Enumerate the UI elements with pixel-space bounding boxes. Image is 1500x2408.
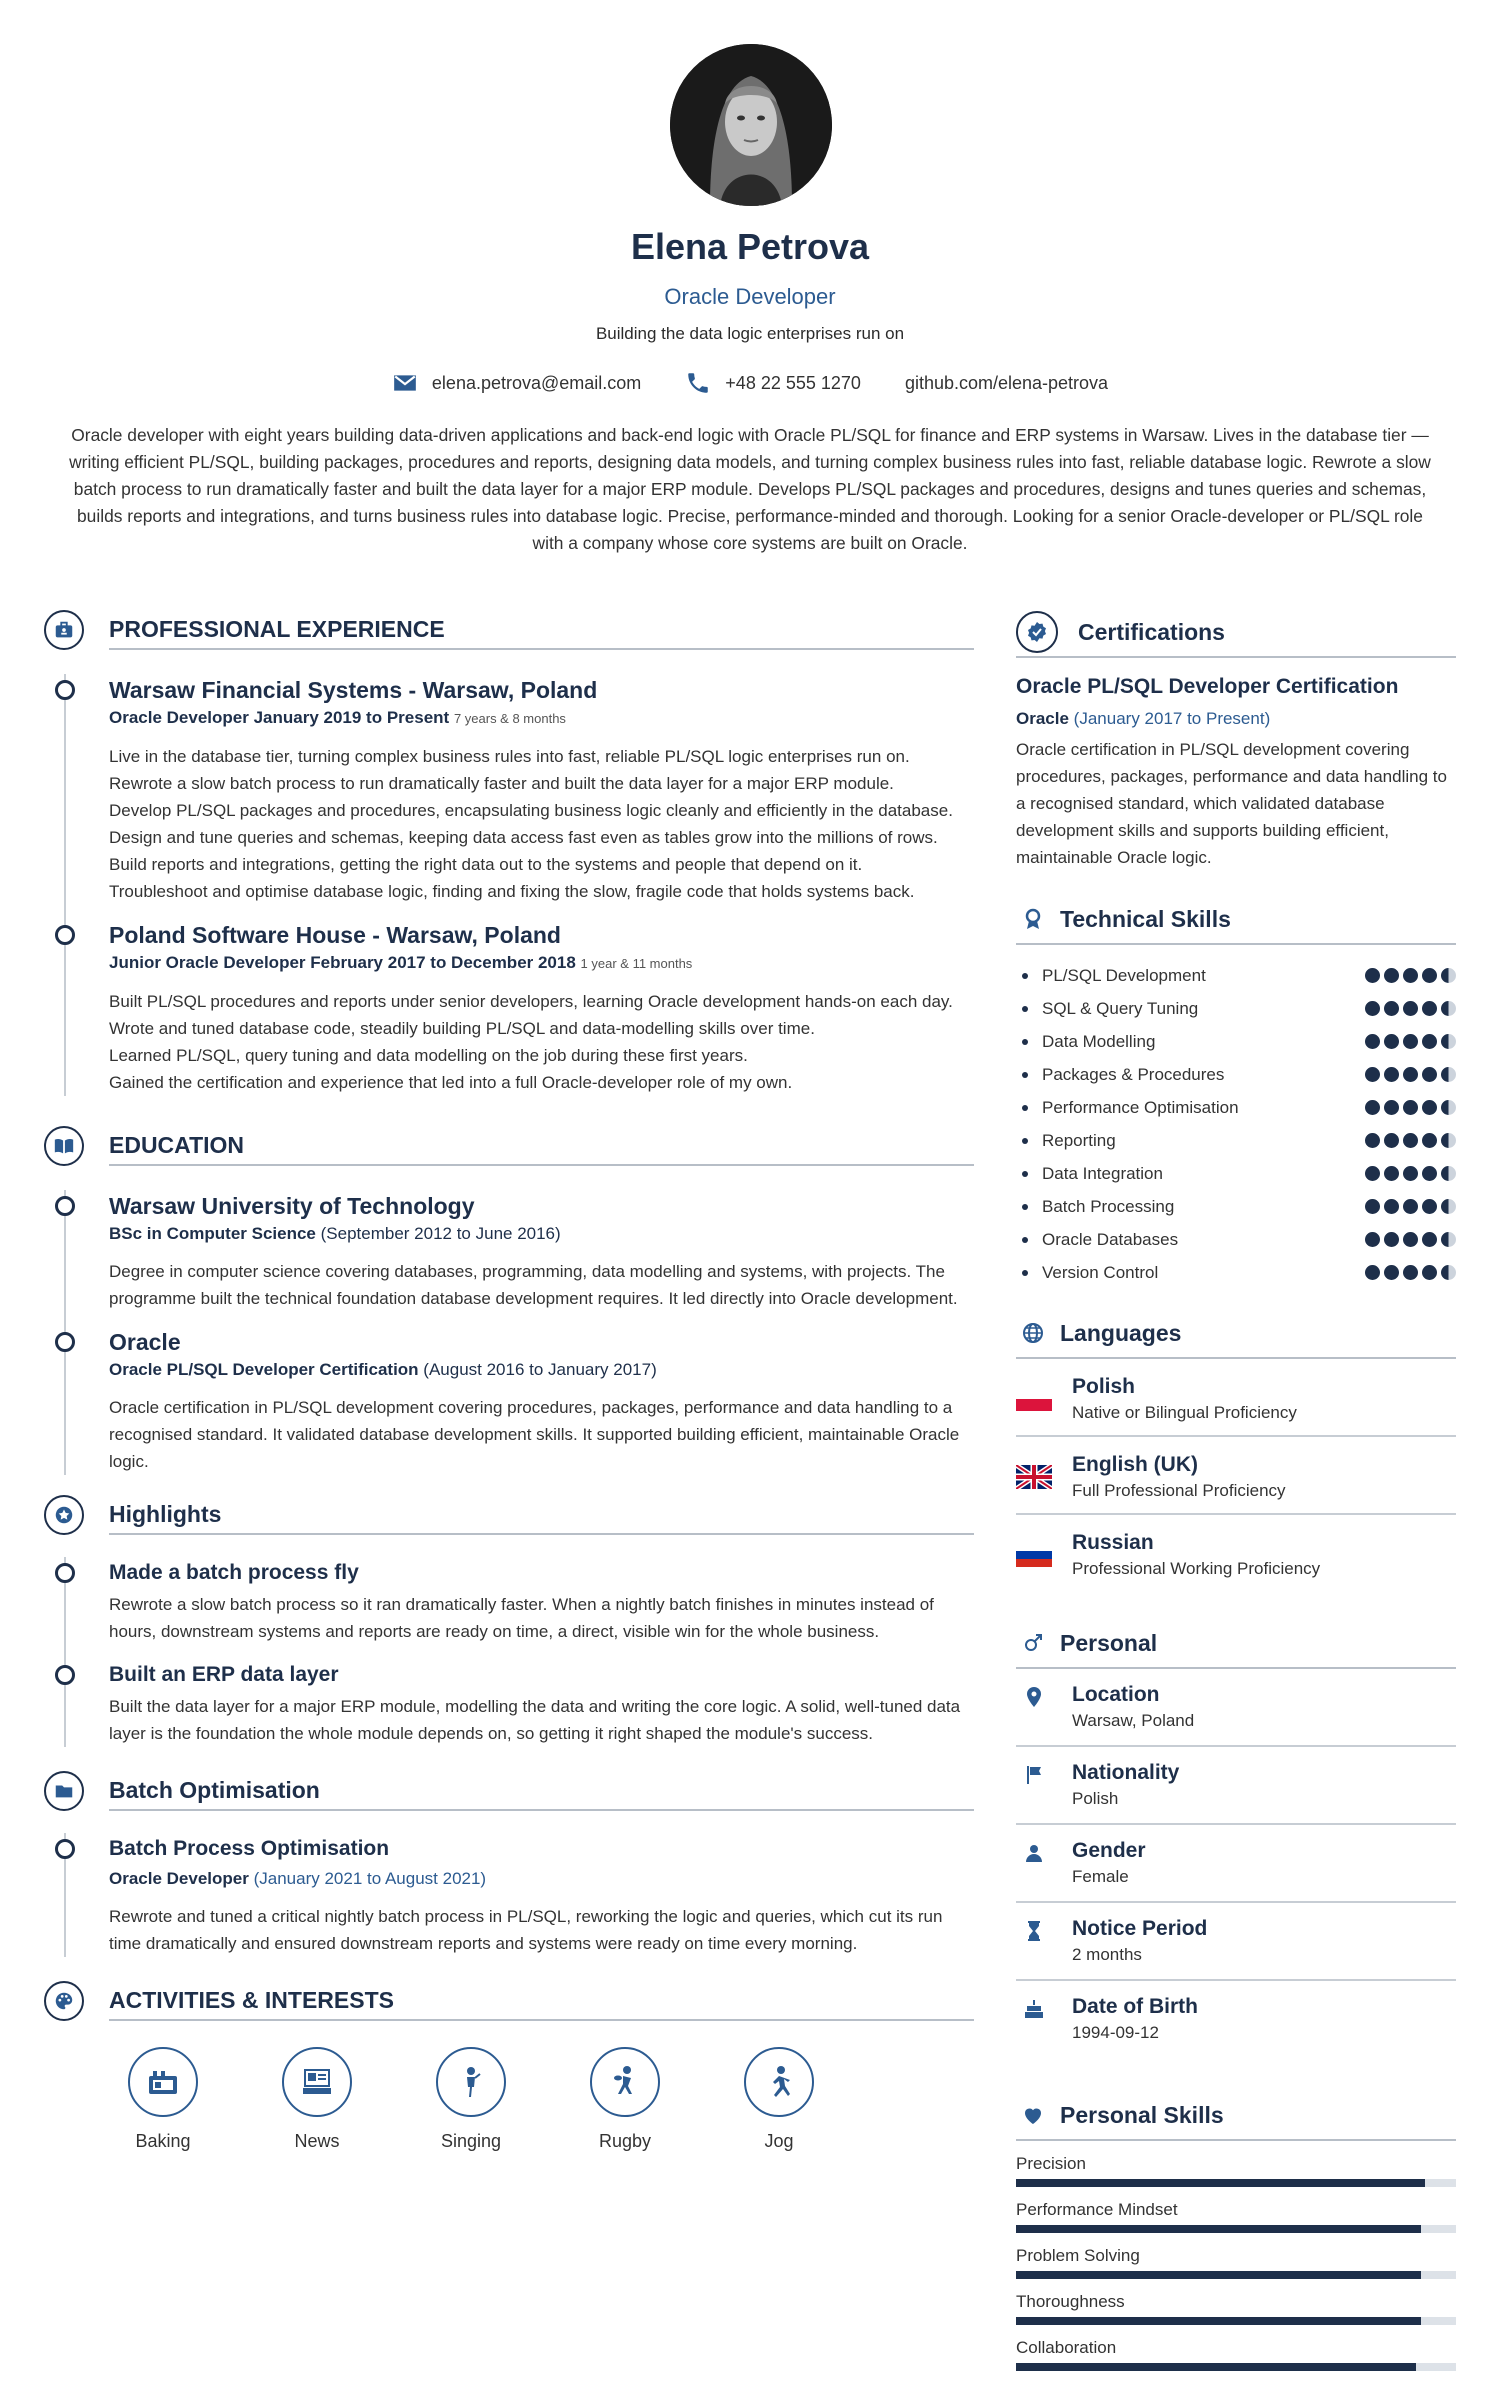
personal-item	[1016, 1903, 1456, 1981]
timeline-dot	[55, 1196, 75, 1216]
skill-level-fill	[1016, 2225, 1421, 2233]
bullet-icon	[1022, 1039, 1028, 1045]
rating-dot	[1422, 1133, 1437, 1148]
uk-flag-icon	[1016, 1465, 1052, 1489]
right-column	[1016, 610, 1456, 2371]
candidate-role: Oracle Developer	[664, 284, 836, 309]
highlight-entry	[109, 1557, 974, 1645]
highlight-title: Made a batch process fly	[109, 1561, 359, 1584]
technical-skill-item	[1016, 1157, 1456, 1190]
personal-skill-name: Performance Mindset	[1016, 2200, 1178, 2219]
rating-dot	[1384, 1265, 1399, 1280]
project-dates: (January 2021 to August 2021)	[253, 1869, 487, 1888]
personal-section-header	[1016, 1621, 1456, 1665]
job-bullet: Rewrote a slow batch process to run dramatically faster and built the data layer for a major ERP module.	[109, 774, 894, 793]
rating-dot	[1422, 1232, 1437, 1247]
personal-skills-section-header	[1016, 2093, 1456, 2137]
rating-dot	[1422, 1034, 1437, 1049]
rating-dot	[1403, 1100, 1418, 1115]
project-meta	[109, 1867, 974, 1891]
job-entry	[109, 919, 974, 1096]
rating-dot	[1403, 1067, 1418, 1082]
highlight-description: Rewrote a slow batch process so it ran dramatically faster. When a nightly batch finishes in minutes instead of hours, downstream systems and reports are ready on time, a direct, visible win for the whole business.	[109, 1595, 934, 1641]
section-divider	[109, 1809, 974, 1811]
technical-skills-section-header	[1016, 897, 1456, 941]
rating-dot	[1365, 1100, 1380, 1115]
school-name: Warsaw University of Technology	[109, 1193, 475, 1219]
personal-label: Date of Birth	[1072, 1995, 1198, 2018]
rating-dot	[1403, 1133, 1418, 1148]
job-bullet: Troubleshoot and optimise database logic, finding and fixing the slow, fragile code that holds systems back.	[109, 882, 915, 901]
section-title: Highlights	[109, 1501, 222, 1527]
personal-skill-item	[1016, 2199, 1456, 2233]
job-entry	[109, 674, 974, 905]
skill-rating	[1365, 1034, 1456, 1049]
email-icon	[392, 370, 418, 396]
rating-dot	[1441, 1232, 1456, 1247]
rating-dot	[1441, 1199, 1456, 1214]
rating-dot	[1441, 1067, 1456, 1082]
profile-summary: Oracle developer with eight years building data-driven applications and back-end logic with Oracle PL/SQL for finance and ERP systems in Warsaw. Lives in the database tier — writing efficient PL/SQL, building packages, procedures and reports, designing data models, and turning complex business rules into fast, reliable database logic. Rewrote a slow batch process to run dramatically faster and built the data layer for a major ERP module. Develops PL/SQL packages and procedures, designs and tunes queries and schemas, builds reports and integrations, and turns business rules into database logic. Precise, performance-minded and thorough. Looking for a senior Oracle-developer or PL/SQL role with a company whose core systems are built on Oracle.	[69, 425, 1431, 553]
section-divider	[109, 1533, 974, 1535]
personal-value: Warsaw, Poland	[1072, 1711, 1195, 1730]
folder-icon	[44, 1771, 84, 1811]
project-role: Oracle Developer	[109, 1869, 249, 1888]
github-contact[interactable]	[905, 373, 1108, 394]
skill-rating	[1365, 968, 1456, 983]
education-description: Degree in computer science covering databases, programming, data modelling and systems, with projects. The programme built the technical foundation database development requires. It led directly into Oracle development.	[109, 1262, 958, 1308]
bullet-icon	[1022, 1204, 1028, 1210]
rating-dot	[1403, 1166, 1418, 1181]
timeline-dot	[55, 1665, 75, 1685]
skill-rating	[1365, 1199, 1456, 1214]
bullet-icon	[1022, 1006, 1028, 1012]
language-name: English (UK)	[1072, 1453, 1198, 1476]
rating-dot	[1403, 1265, 1418, 1280]
skill-level-fill	[1016, 2271, 1421, 2279]
section-title: Certifications	[1078, 618, 1225, 645]
github-text: github.com/elena-petrova	[904, 372, 1109, 393]
activities-section-header	[44, 1981, 974, 2023]
section-divider	[1016, 943, 1456, 945]
education-entry	[109, 1190, 974, 1312]
rating-dot	[1422, 1100, 1437, 1115]
rating-dot	[1365, 1199, 1380, 1214]
personal-value: Polish	[1072, 1789, 1119, 1808]
bullet-icon	[1022, 1237, 1028, 1243]
timeline-dot	[55, 925, 75, 945]
person-icon	[1016, 1841, 1052, 1865]
job-role: Junior Oracle Developer	[109, 953, 306, 972]
male-symbol-icon	[1016, 1626, 1050, 1660]
language-level: Professional Working Proficiency	[1072, 1559, 1321, 1578]
technical-skill-item	[1016, 992, 1456, 1025]
activity-item	[86, 2047, 240, 2152]
language-level: Native or Bilingual Proficiency	[1072, 1403, 1297, 1422]
skill-rating	[1365, 1166, 1456, 1181]
skill-rating	[1365, 1067, 1456, 1082]
personal-label: Location	[1072, 1683, 1160, 1706]
personal-item	[1016, 1825, 1456, 1903]
skill-level-bar	[1016, 2225, 1456, 2233]
job-bullet: Gained the certification and experience that led into a full Oracle-developer role of my own.	[109, 1073, 793, 1092]
activity-label: Jog	[764, 2131, 794, 2151]
job-bullet: Wrote and tuned database code, steadily building PL/SQL and data-modelling skills over time.	[109, 1019, 815, 1038]
contact-bar	[0, 370, 1500, 396]
personal-skills-list	[1016, 2153, 1456, 2371]
personal-value: Female	[1072, 1867, 1129, 1886]
job-meta	[109, 706, 974, 731]
star-badge-icon	[44, 1495, 84, 1535]
personal-skill-name: Thoroughness	[1016, 2292, 1125, 2311]
rating-dot	[1441, 1100, 1456, 1115]
skill-rating	[1365, 1001, 1456, 1016]
degree-dates: (September 2012 to June 2016)	[320, 1224, 561, 1243]
globe-icon	[1016, 1316, 1050, 1350]
job-bullet: Develop PL/SQL packages and procedures, encapsulating business logic cleanly and efficiently in the database.	[109, 801, 953, 820]
left-column	[44, 610, 974, 2152]
flag-icon	[1016, 1763, 1052, 1787]
timeline-dot	[55, 680, 75, 700]
certification-meta	[1016, 706, 1456, 732]
certification-issuer: Oracle	[1016, 709, 1069, 728]
rating-dot	[1384, 1166, 1399, 1181]
profile-photo	[670, 44, 832, 206]
rating-dot	[1422, 1166, 1437, 1181]
job-bullet: Live in the database tier, turning complex business rules into fast, reliable PL/SQL logic enterprises run on.	[109, 747, 910, 766]
certification-dates: (January 2017 to Present)	[1073, 709, 1271, 728]
skill-level-bar	[1016, 2179, 1456, 2187]
technical-skill-name: Batch Processing	[1042, 1196, 1175, 1216]
technical-skill-name: Reporting	[1042, 1130, 1116, 1150]
skill-rating	[1365, 1100, 1456, 1115]
languages-list	[1016, 1359, 1456, 1591]
bullet-icon	[1022, 1270, 1028, 1276]
personal-label: Notice Period	[1072, 1917, 1208, 1940]
technical-skill-name: Data Integration	[1042, 1163, 1163, 1183]
language-item	[1016, 1515, 1456, 1591]
job-bullet: Design and tune queries and schemas, keeping data access fast even as tables grow into the millions of rows.	[109, 828, 938, 847]
rating-dot	[1441, 1166, 1456, 1181]
degree-meta	[109, 1222, 974, 1246]
language-item	[1016, 1437, 1456, 1515]
job-dates: February 2017 to December 2018	[310, 953, 576, 972]
phone-text: +48 22 555 1270	[725, 372, 861, 393]
skill-rating	[1365, 1133, 1456, 1148]
timeline-dot	[55, 1563, 75, 1583]
personal-value: 1994-09-12	[1072, 2023, 1159, 2042]
job-description	[109, 743, 974, 905]
personal-label: Gender	[1072, 1839, 1146, 1862]
rating-dot	[1365, 1034, 1380, 1049]
rating-dot	[1441, 968, 1456, 983]
technical-skill-item	[1016, 1190, 1456, 1223]
hourglass-icon	[1016, 1919, 1052, 1943]
activity-item	[394, 2047, 548, 2152]
job-company: Poland Software House - Warsaw, Poland	[109, 922, 561, 948]
rating-dot	[1422, 1001, 1437, 1016]
rating-dot	[1441, 1001, 1456, 1016]
rating-dot	[1365, 968, 1380, 983]
experience-section-header	[44, 610, 974, 652]
rating-dot	[1403, 1199, 1418, 1214]
personal-value: 2 months	[1072, 1945, 1142, 1964]
certifications-section-header	[1016, 610, 1456, 654]
technical-skill-name: Data Modelling	[1042, 1031, 1156, 1051]
rating-dot	[1365, 1001, 1380, 1016]
rating-dot	[1422, 1199, 1437, 1214]
activity-item	[548, 2047, 702, 2152]
highlights-timeline	[44, 1557, 974, 1747]
rating-dot	[1422, 968, 1437, 983]
personal-item	[1016, 1669, 1456, 1747]
personal-item	[1016, 1981, 1456, 2057]
certification-name: Oracle PL/SQL Developer Certification	[1016, 675, 1399, 698]
personal-skill-name: Problem Solving	[1016, 2246, 1140, 2265]
job-meta	[109, 951, 974, 976]
rating-dot	[1384, 968, 1399, 983]
highlight-entry	[109, 1659, 974, 1747]
batch-section-header	[44, 1771, 974, 1813]
rating-dot	[1365, 1067, 1380, 1082]
poland-flag-icon	[1016, 1387, 1052, 1411]
experience-timeline	[44, 674, 974, 1096]
timeline-dot	[55, 1839, 75, 1859]
degree-dates: (August 2016 to January 2017)	[423, 1360, 657, 1379]
skill-level-bar	[1016, 2317, 1456, 2325]
personal-skill-name: Precision	[1016, 2154, 1086, 2173]
project-entry	[109, 1833, 974, 1957]
technical-skill-name: Packages & Procedures	[1042, 1064, 1225, 1084]
rating-dot	[1384, 1034, 1399, 1049]
bullet-icon	[1022, 1171, 1028, 1177]
education-entry	[109, 1326, 974, 1475]
personal-skill-item	[1016, 2245, 1456, 2279]
activity-label: Singing	[440, 2131, 502, 2151]
language-level: Full Professional Proficiency	[1072, 1481, 1286, 1500]
briefcase-icon	[44, 610, 84, 650]
skill-level-bar	[1016, 2363, 1456, 2371]
section-divider	[1016, 656, 1456, 658]
language-name: Russian	[1072, 1531, 1154, 1554]
section-divider	[1016, 2139, 1456, 2141]
job-company: Warsaw Financial Systems - Warsaw, Poland	[109, 677, 598, 703]
russia-flag-icon	[1016, 1543, 1052, 1567]
bullet-icon	[1022, 1072, 1028, 1078]
rating-dot	[1365, 1265, 1380, 1280]
baking-icon	[128, 2047, 198, 2117]
technical-skill-item	[1016, 1025, 1456, 1058]
bullet-icon	[1022, 1138, 1028, 1144]
rating-dot	[1384, 1067, 1399, 1082]
rating-dot	[1365, 1232, 1380, 1247]
project-title: Batch Process Optimisation	[109, 1837, 390, 1860]
education-section-header	[44, 1126, 974, 1168]
section-title: EDUCATION	[109, 1132, 245, 1158]
rating-dot	[1403, 1001, 1418, 1016]
singing-icon	[436, 2047, 506, 2117]
rating-dot	[1365, 1133, 1380, 1148]
activity-item	[702, 2047, 856, 2152]
email-text: elena.petrova@email.com	[431, 372, 642, 393]
skill-level-fill	[1016, 2179, 1425, 2187]
school-name: Oracle	[109, 1329, 181, 1355]
highlight-description: Built the data layer for a major ERP module, modelling the data and writing the core logic. A solid, well-tuned data layer is the foundation the whole module depends on, so getting it right shaped the module's success.	[109, 1697, 961, 1743]
palette-icon	[44, 1981, 84, 2021]
personal-item	[1016, 1747, 1456, 1825]
jog-icon	[744, 2047, 814, 2117]
rating-dot	[1384, 1100, 1399, 1115]
personal-label: Nationality	[1072, 1761, 1180, 1784]
skill-level-bar	[1016, 2271, 1456, 2279]
technical-skill-item	[1016, 1091, 1456, 1124]
batch-timeline	[44, 1833, 974, 1957]
rugby-icon	[590, 2047, 660, 2117]
skill-rating	[1365, 1265, 1456, 1280]
section-title: Languages	[1060, 1319, 1182, 1346]
highlights-section-header	[44, 1495, 974, 1537]
bullet-icon	[1022, 1105, 1028, 1111]
skill-level-fill	[1016, 2363, 1416, 2371]
technical-skill-item	[1016, 1058, 1456, 1091]
highlight-title: Built an ERP data layer	[109, 1663, 339, 1686]
bullet-icon	[1022, 973, 1028, 979]
rating-dot	[1422, 1265, 1437, 1280]
rating-dot	[1384, 1133, 1399, 1148]
certification-description: Oracle certification in PL/SQL development covering procedures, packages, performance and data handling to a recognised standard, which validated database development skills and supports building efficient, maintainable Oracle logic.	[1016, 740, 1447, 867]
rating-dot	[1422, 1067, 1437, 1082]
technical-skill-name: Oracle Databases	[1042, 1229, 1179, 1249]
job-bullet: Build reports and integrations, getting the right data out to the systems and people that depend on it.	[109, 855, 863, 874]
technical-skill-item	[1016, 1124, 1456, 1157]
section-divider	[109, 1164, 974, 1166]
job-bullet: Built PL/SQL procedures and reports under senior developers, learning Oracle development hands-on each day.	[109, 992, 953, 1011]
timeline-dot	[55, 1332, 75, 1352]
skill-rating	[1365, 1232, 1456, 1247]
candidate-name: Elena Petrova	[630, 226, 870, 267]
activity-label: Rugby	[598, 2131, 652, 2151]
activity-label: News	[294, 2131, 340, 2151]
project-description: Rewrote and tuned a critical nightly batch process in PL/SQL, reworking the logic and queries, which cut its run time dramatically and ensured downstream reports and systems were ready on time every morning.	[109, 1907, 943, 1953]
rating-dot	[1403, 1232, 1418, 1247]
degree-name: Oracle PL/SQL Developer Certification	[109, 1360, 419, 1379]
activity-label: Baking	[135, 2131, 191, 2151]
section-divider	[109, 2019, 974, 2021]
section-divider	[109, 648, 974, 650]
phone-contact[interactable]	[685, 370, 861, 396]
certificate-badge-icon	[1016, 611, 1058, 653]
job-duration: 7 years & 8 months	[453, 711, 566, 726]
location-pin-icon	[1016, 1685, 1052, 1709]
technical-skill-name: SQL & Query Tuning	[1042, 998, 1199, 1018]
news-icon	[282, 2047, 352, 2117]
technical-skills-list	[1016, 959, 1456, 1289]
rating-dot	[1441, 1265, 1456, 1280]
rating-dot	[1441, 1133, 1456, 1148]
email-contact[interactable]	[392, 370, 641, 396]
section-title: Technical Skills	[1060, 905, 1231, 932]
activities-list	[44, 2047, 974, 2152]
language-item	[1016, 1359, 1456, 1437]
degree-meta	[109, 1358, 974, 1382]
rating-dot	[1403, 968, 1418, 983]
book-icon	[44, 1126, 84, 1166]
technical-skill-name: Version Control	[1042, 1262, 1159, 1282]
personal-skill-item	[1016, 2337, 1456, 2371]
activity-item	[240, 2047, 394, 2152]
technical-skill-name: PL/SQL Development	[1042, 965, 1206, 985]
skill-level-fill	[1016, 2317, 1421, 2325]
job-dates: January 2019 to Present	[253, 708, 450, 727]
personal-skill-item	[1016, 2291, 1456, 2325]
technical-skill-item	[1016, 1256, 1456, 1289]
degree-name: BSc in Computer Science	[109, 1224, 316, 1243]
phone-icon	[685, 370, 711, 396]
personal-skill-item	[1016, 2153, 1456, 2187]
section-title: Personal	[1060, 1629, 1158, 1656]
cake-icon	[1016, 1997, 1052, 2021]
job-duration: 1 year & 11 months	[580, 956, 693, 971]
rating-dot	[1384, 1001, 1399, 1016]
job-role: Oracle Developer	[109, 708, 249, 727]
technical-skill-name: Performance Optimisation	[1042, 1097, 1239, 1117]
award-ribbon-icon	[1016, 902, 1050, 936]
technical-skill-item	[1016, 959, 1456, 992]
job-bullet: Learned PL/SQL, query tuning and data modelling on the job during these first years.	[109, 1046, 748, 1065]
education-timeline	[44, 1190, 974, 1475]
heart-icon	[1016, 2098, 1050, 2132]
personal-list	[1016, 1669, 1456, 2057]
rating-dot	[1384, 1199, 1399, 1214]
section-title: Batch Optimisation	[109, 1777, 320, 1803]
personal-skill-name: Collaboration	[1016, 2338, 1117, 2357]
job-description	[109, 988, 974, 1096]
candidate-tagline: Building the data logic enterprises run on	[595, 324, 905, 343]
section-title: ACTIVITIES & INTERESTS	[109, 1987, 394, 2013]
section-title: PROFESSIONAL EXPERIENCE	[109, 616, 445, 642]
language-name: Polish	[1072, 1375, 1136, 1398]
rating-dot	[1365, 1166, 1380, 1181]
rating-dot	[1441, 1034, 1456, 1049]
education-description: Oracle certification in PL/SQL development covering procedures, packages, performance and data handling to a recognised standard. It validated database development skills. It supported building efficient, maintainable Oracle logic.	[109, 1398, 960, 1471]
technical-skill-item	[1016, 1223, 1456, 1256]
rating-dot	[1403, 1034, 1418, 1049]
languages-section-header	[1016, 1311, 1456, 1355]
rating-dot	[1384, 1232, 1399, 1247]
section-title: Personal Skills	[1060, 2101, 1224, 2128]
